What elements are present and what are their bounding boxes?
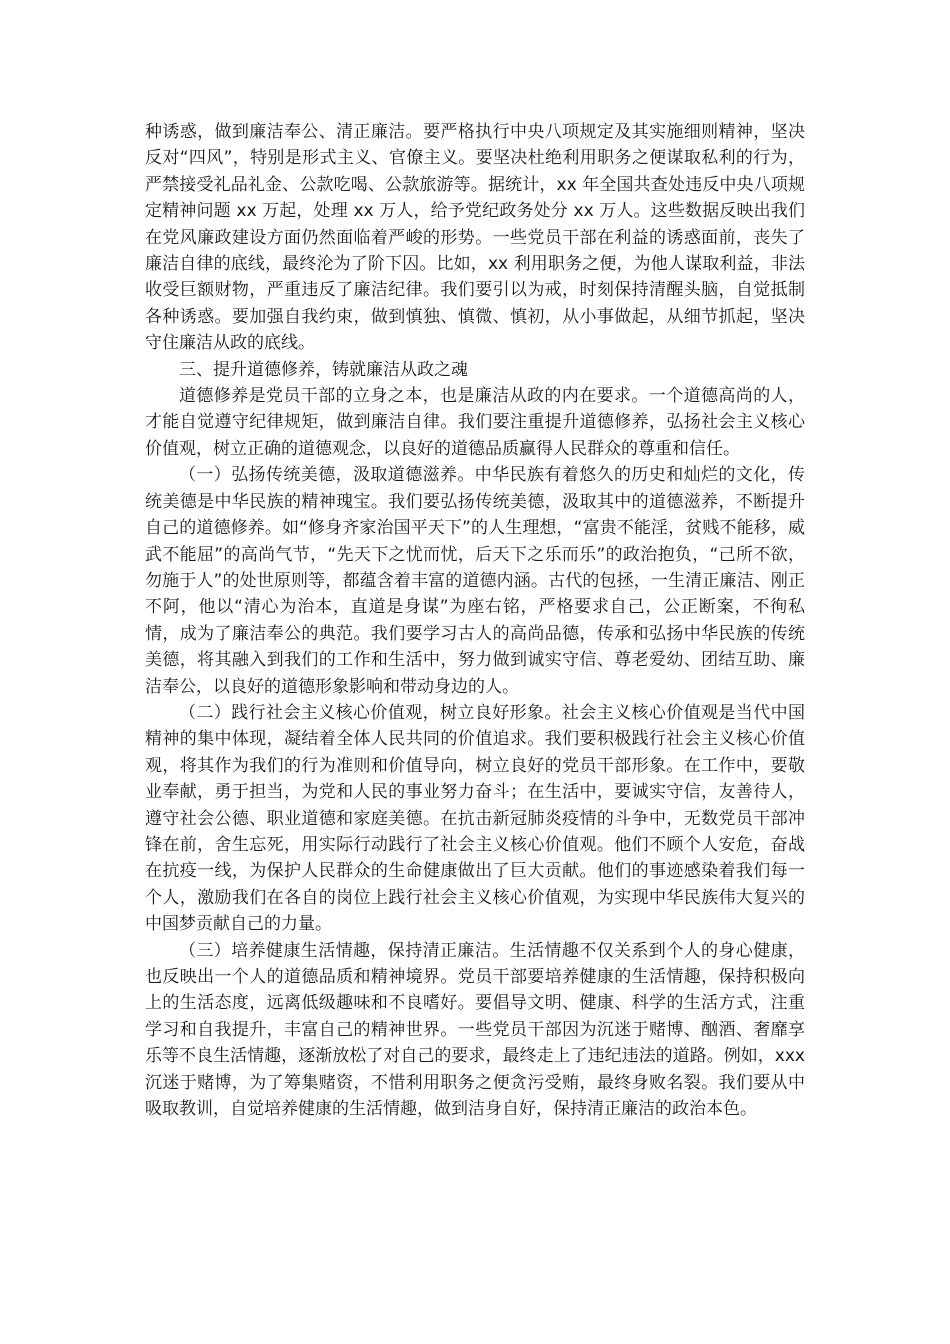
- paragraph-continuation: 种诱惑，做到廉洁奉公、清正廉洁。要严格执行中央八项规定及其实施细则精神，坚决反对“四风”，特别是形式主义、官僚主义。要坚决杜绝利用职务之便谋取私利的行为，严禁接受礼品礼金、公款吃喝、公款旅游等。据统计，xx 年全国共查处违反中央八项规定精神问题 xx 万起，处理 xx 万人，给予党纪政务处分 xx 万人。这些数据反映出我们在党风廉政建设方面仍然面临着严峻的形势。一些党员干部在利益的诱惑面前，丧失了廉洁自律的底线，最终沦为了阶下囚。比如，xx 利用职务之便，为他人谋取利益，非法收受巨额财物，严重违反了廉洁纪律。我们要引以为戒，时刻保持清醒头脑，自觉抵制各种诱惑。要加强自我约束，做到慎独、慎微、慎初，从小事做起，从细节抓起，坚决守住廉洁从政的底线。: [145, 122, 805, 354]
- paragraph-subsection-2: （二）践行社会主义核心价值观，树立良好形象。社会主义核心价值观是当代中国精神的集中体现，凝结着全体人民共同的价值追求。我们要积极践行社会主义核心价值观，将其作为我们的行为准则和价值导向，树立良好的党员干部形象。在工作中，要敬业奉献，勇于担当，为党和人民的事业努力奋斗；在生活中，要诚实守信，友善待人，遵守社会公德、职业道德和家庭美德。在抗击新冠肺炎疫情的斗争中，无数党员干部冲锋在前，舍生忘死，用实际行动践行了社会主义核心价值观。他们不顾个人安危，奋战在抗疫一线，为保护人民群众的生命健康做出了巨大贡献。他们的事迹感染着我们每一个人，激励我们在各自的岗位上践行社会主义核心价值观，为实现中华民族伟大复兴的中国梦贡献自己的力量。: [145, 702, 805, 935]
- paragraph-subsection-1: （一）弘扬传统美德，汲取道德滋养。中华民族有着悠久的历史和灿烂的文化，传统美德是中华民族的精神瑰宝。我们要弘扬传统美德，汲取其中的道德滋养，不断提升自己的道德修养。如“修身齐家治国平天下”的人生理想，“富贵不能淫，贫贱不能移，威武不能屈”的高尚气节，“先天下之忧而忧，后天下之乐而乐”的政治抱负，“己所不欲，勿施于人”的处世原则等，都蕴含着丰富的道德内涵。古代的包拯，一生清正廉洁、刚正不阿，他以“清心为治本，直道是身谋”为座右铭，严格要求自己，公正断案，不徇私情，成为了廉洁奉公的典范。我们要学习古人的高尚品德，传承和弘扬中华民族的传统美德，将其融入到我们的工作和生活中，努力做到诚实守信、尊老爱幼、团结互助、廉洁奉公，以良好的道德形象影响和带动身边的人。: [145, 465, 805, 697]
- paragraph-intro: 道德修养是党员干部的立身之本，也是廉洁从政的内在要求。一个道德高尚的人，才能自觉遵守纪律规矩，做到廉洁自律。我们要注重提升道德修养，弘扬社会主义核心价值观，树立正确的道德观念，以良好的道德品质赢得人民群众的尊重和信任。: [145, 386, 805, 459]
- document-body: [145, 119, 805, 1122]
- paragraph-subsection-3: （三）培养健康生活情趣，保持清正廉洁。生活情趣不仅关系到个人的身心健康，也反映出一个人的道德品质和精神境界。党员干部要培养健康的生活情趣，保持积极向上的生活态度，远离低级趣味和不良嗜好。要倡导文明、健康、科学的生活方式，注重学习和自我提升，丰富自己的精神世界。一些党员干部因为沉迷于赌博、酗酒、奢靡享乐等不良生活情趣，逐渐放松了对自己的要求，最终走上了违纪违法的道路。例如，xxx 沉迷于赌博，为了筹集赌资，不惜利用职务之便贪污受贿，最终身败名裂。我们要从中吸取教训，自觉培养健康的生活情趣，做到洁身自好，保持清正廉洁的政治本色。: [145, 940, 805, 1120]
- section-heading: 三、提升道德修养，铸就廉洁从政之魂: [179, 359, 468, 380]
